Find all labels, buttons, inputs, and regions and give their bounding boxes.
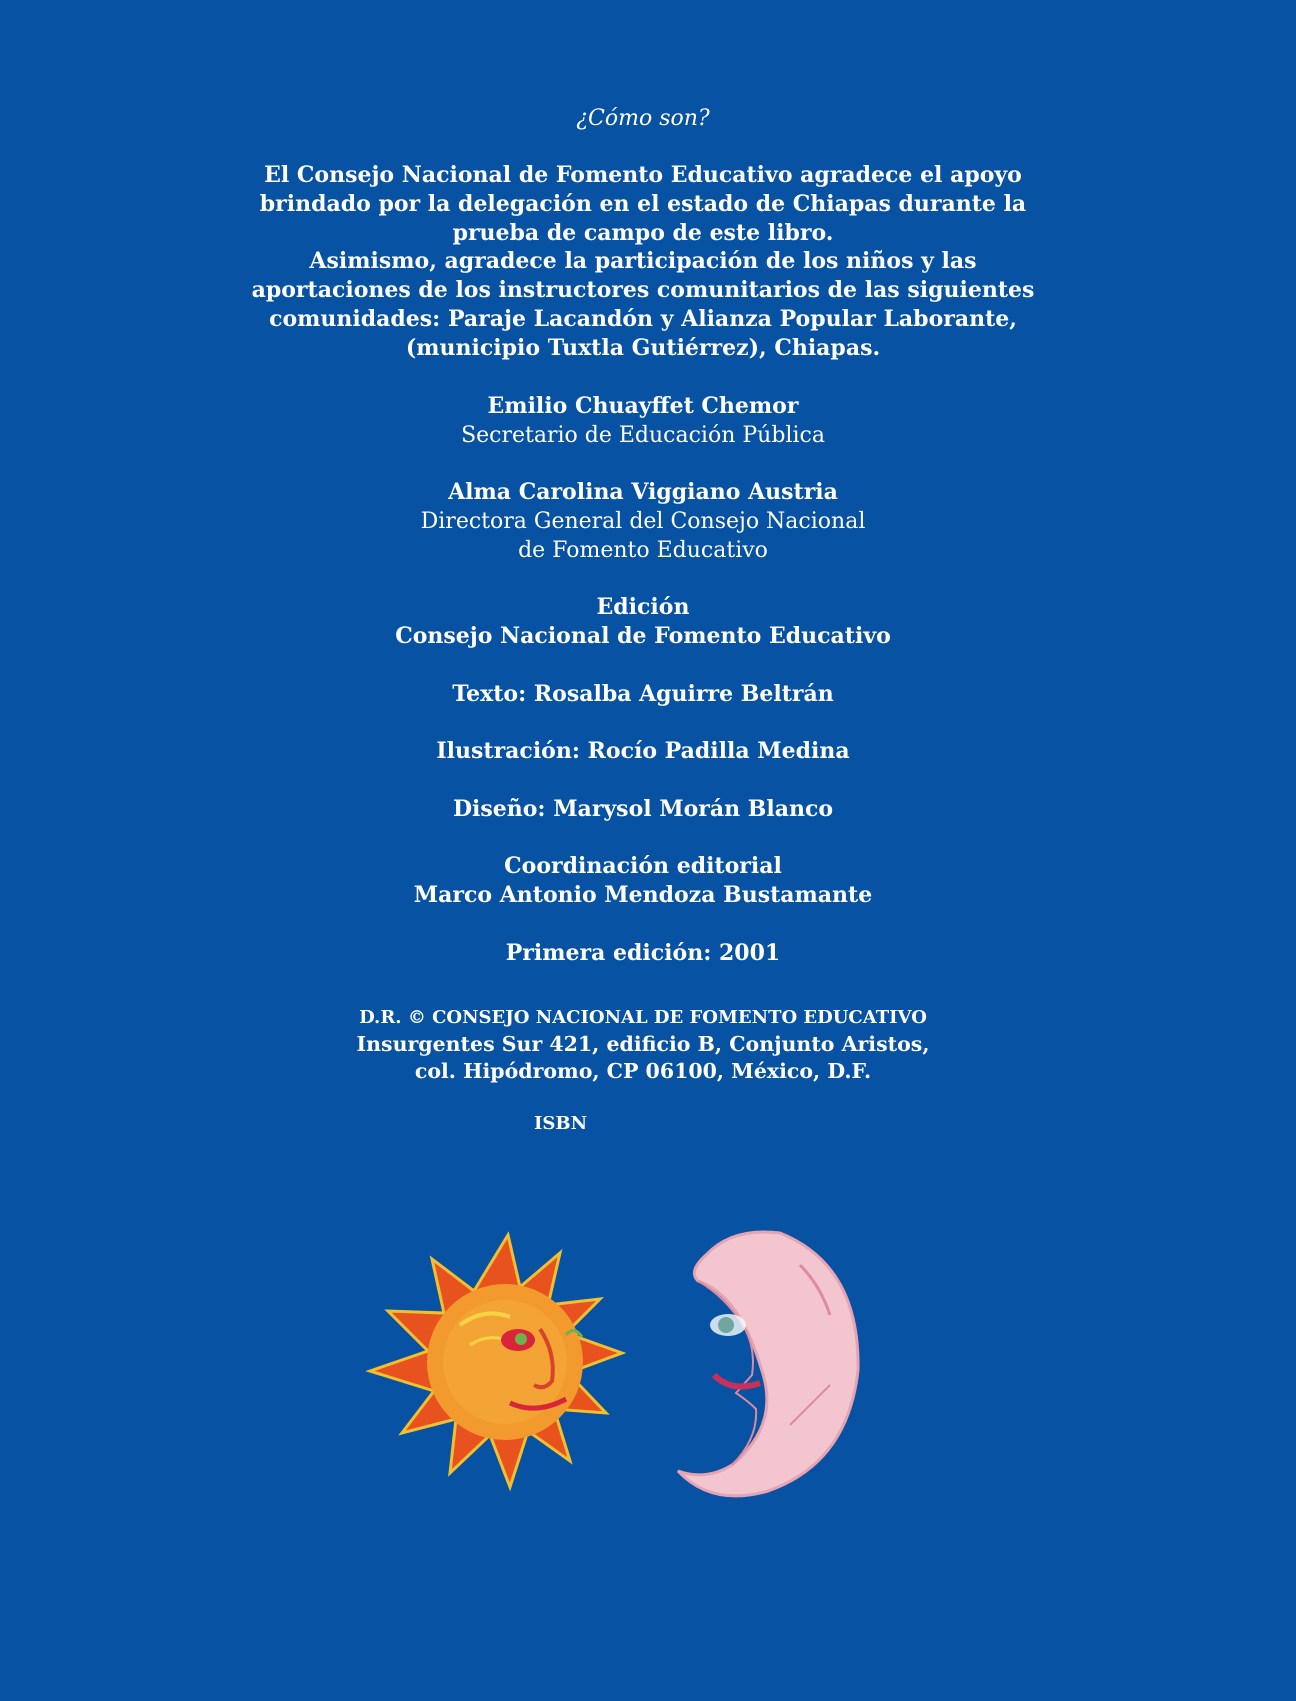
director-role: de Fomento Educativo bbox=[518, 538, 768, 563]
secretary-role: Secretario de Educación Pública bbox=[461, 423, 825, 448]
address-line: col. Hipódromo, CP 06100, México, D.F. bbox=[414, 1059, 872, 1083]
acknowledgment-line: El Consejo Nacional de Fomento Educativo agradece el apoyo bbox=[264, 162, 1022, 188]
sun-and-moon-illustration bbox=[360, 1225, 880, 1505]
acknowledgment-line: (municipio Tuxtla Gutiérrez), Chiapas. bbox=[405, 334, 881, 361]
acknowledgment-line: Asimismo, agradece la participación de los niños y las bbox=[309, 248, 977, 275]
text-credit bbox=[250, 680, 1036, 709]
book-title: ¿Cómo son? bbox=[576, 106, 710, 131]
director-name: Alma Carolina Viggiano Austria bbox=[448, 479, 838, 505]
coordination-block bbox=[250, 852, 1036, 910]
edition-block bbox=[250, 593, 1036, 651]
acknowledgment-line: brindado por la delegación en el estado de Chiapas durante la bbox=[259, 190, 1027, 217]
illustration-credit-line: Ilustración: Rocío Padilla Medina bbox=[436, 738, 850, 764]
coordination-label: Coordinación editorial bbox=[504, 853, 782, 879]
secretary-name: Emilio Chuayffet Chemor bbox=[487, 393, 799, 419]
first-edition-line: Primera edición: 2001 bbox=[505, 940, 781, 966]
acknowledgment-paragraph bbox=[250, 161, 1036, 363]
design-credit bbox=[250, 795, 1036, 824]
acknowledgment-line: comunidades: Paraje Lacandón y Alianza Popular Laborante, bbox=[269, 305, 1017, 332]
moon-icon bbox=[678, 1232, 858, 1496]
illustration-credit bbox=[250, 737, 1036, 766]
isbn-label: ISBN bbox=[534, 1113, 588, 1134]
edition-value: Consejo Nacional de Fomento Educativo bbox=[395, 623, 891, 649]
director-role: Directora General del Consejo Nacional bbox=[420, 509, 866, 534]
edition-label: Edición bbox=[596, 594, 690, 620]
copyright-block bbox=[250, 1004, 1036, 1085]
acknowledgment-line: prueba de campo de este libro. bbox=[452, 219, 834, 246]
acknowledgment-line: aportaciones de los instructores comunitarios de las siguientes bbox=[251, 277, 1035, 304]
first-edition bbox=[250, 939, 1036, 968]
text-credit-line: Texto: Rosalba Aguirre Beltrán bbox=[452, 681, 834, 707]
address-line: Insurgentes Sur 421, edificio B, Conjunto Aristos, bbox=[356, 1032, 930, 1056]
secretary-block bbox=[250, 392, 1036, 450]
copyright-line: D.R. © CONSEJO NACIONAL DE FOMENTO EDUCATIVO bbox=[359, 1007, 927, 1028]
design-credit-line: Diseño: Marysol Morán Blanco bbox=[452, 796, 834, 822]
director-block bbox=[250, 478, 1036, 565]
coordination-name: Marco Antonio Mendoza Bustamante bbox=[413, 882, 873, 908]
sun-icon bbox=[370, 1235, 622, 1487]
